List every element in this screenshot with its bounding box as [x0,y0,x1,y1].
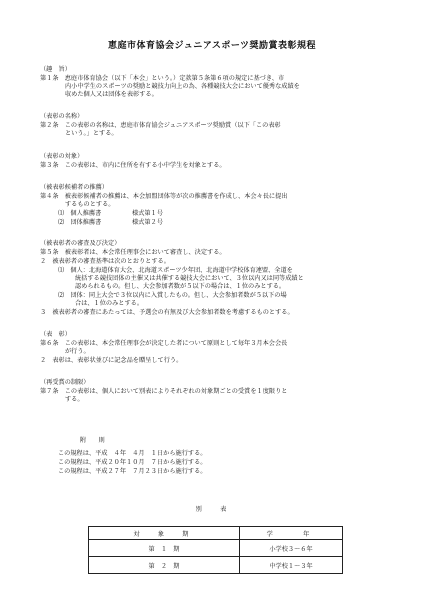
article-text: 内小中学生のスポーツの奨励と競技力向上の為、各種競技大会において優秀な成績を [65,83,300,90]
article-text: ⑵ 団体：同上大会で３位以内に入賞したもの。但し、大会参加者数が５以下の場 [58,292,287,299]
form-label: ⑴ 個人推薦書 [58,210,102,217]
section-heading: （表彰の名称） [40,113,84,120]
table-cell: 小学校３～６年 [240,540,343,557]
section-heading: （趣 旨） [40,66,71,73]
form-item [58,210,163,218]
article-text: 第１条 恵庭市体育協会（以下「本会」という。）定款第５条第６項の規定に基づき、市 [40,75,285,82]
article-text: 第５条 被表彰者は、本会常任理事会において審査し、決定する。 [40,249,226,256]
table-cell: 中学校１～３年 [240,557,343,574]
table-cell: 第 １ 期 [89,540,240,557]
form-number: 様式第２号 [132,219,163,226]
column-header: 対 象 期 [89,527,240,540]
article-text: ⑴ 個人：北海道体育大会、北海道スポーツ少年団、北海道中学校体育連盟、全道を [58,267,293,274]
article-text: ２ 被表彰者の審査基準は次のとおりとする。 [40,258,170,265]
article-text: するものとする。 [65,201,115,208]
section-heading: （再受賞の制限） [40,379,90,386]
column-header: 学 年 [240,527,343,540]
article-text: 統括する競技団体の主催又は共催する競技大会において、３位以内又は同等成績と [75,275,304,282]
section-heading: （被表彰者の審査及び決定） [40,240,121,247]
article-text: 第４条 被表彰候補者の推薦は、本会加盟団体等が次の推薦書を作成し、本会々長に提出 [40,193,288,200]
form-label: ⑵ 団体推薦書 [58,219,102,226]
article-text: 認められるもの。但し、大会参加者数が５以下の場合は、１位のみとする。 [75,283,286,290]
article-text: 収めた個人又は団体を表彰する。 [65,91,158,98]
section-heading: （表彰の対象） [40,153,84,160]
article-text: 第６条 この表彰は、本会常任理事会が決定した者について原則として毎年３月本会会長 [40,340,288,347]
section-heading: （表 彰） [40,331,71,338]
appendix-heading: 別 表 [195,506,229,513]
section-heading: （被表彰候補者の推薦） [40,184,109,191]
article-text: ２ 表彰は、表彰状並びに記念品を贈呈して行う。 [40,357,183,364]
article-text: ３ 被表彰者の審査にあたっては、予選会の有無及び大会参加者数を考慮するものとする。 [40,309,294,316]
enactment-line: この規程は、平成２０年１０月 ７日から施行する。 [58,459,207,466]
enactment-line: この規程は、平成 ４年 ４月 １日から施行する。 [58,450,207,457]
table-header-row [89,527,343,540]
article-text: 第２条 この表彰の名称は、恵庭市体育協会ジュニアスポーツ奨励賞（以下「この表彰 [40,122,281,129]
form-number: 様式第１号 [132,210,163,217]
article-text: する。 [65,396,84,403]
article-text: 第３条 この表彰は、市内に住所を有する小中学生を対象とする。 [40,162,226,169]
appendix-table [88,526,343,574]
table-cell: 第 ２ 期 [89,557,240,574]
article-text: 第７条 この表彰は、個人において別表によりそれぞれの対象期ごとの受賞を１度限りと [40,388,288,395]
enactment-line: この規程は、平成２７年 ７月２３日から施行する。 [58,468,207,475]
form-item [58,219,163,227]
supplementary-heading: 附 則 [80,437,105,444]
article-text: という。」とする。 [65,130,118,137]
table-row [89,540,343,557]
article-text: 合は、１位のみとする。 [75,300,144,307]
document-title: 恵庭市体育協会ジュニアスポーツ奨励賞表彰規程 [107,41,317,51]
table-row [89,557,343,574]
article-text: が行う。 [65,348,90,355]
